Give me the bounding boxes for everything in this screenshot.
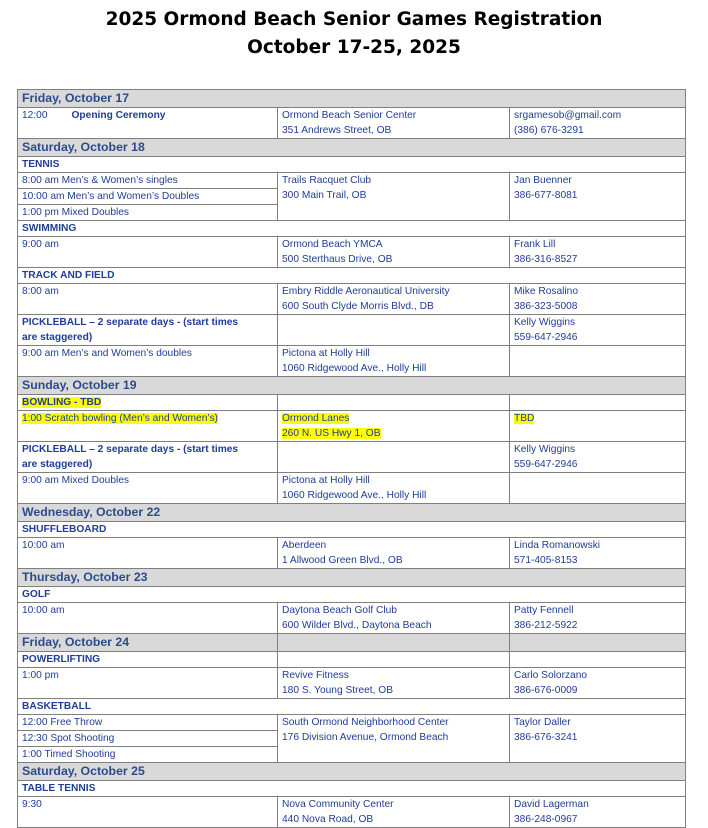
table-row	[18, 442, 686, 473]
venue-name: Aberdeen	[282, 540, 327, 551]
page-subtitle: October 17-25, 2025	[247, 37, 461, 58]
venue-address: 176 Division Avenue, Ormond Beach	[282, 732, 449, 743]
sport-label: POWERLIFTING	[18, 652, 278, 668]
contact-cell-empty	[510, 473, 686, 504]
sport-label	[18, 395, 278, 411]
venue-address: 260 N. US Hwy 1, OB	[282, 428, 381, 439]
event-cell: 1:00 pm Mixed Doubles	[18, 205, 278, 221]
table-row	[18, 699, 686, 715]
venue-address: 440 Nova Road, OB	[282, 814, 374, 825]
table-row	[18, 522, 686, 538]
event-cell: 10:00 am Men’s and Women’s Doubles	[18, 189, 278, 205]
venue-cell-empty	[278, 652, 510, 668]
contact-cell	[510, 173, 686, 221]
contact-name: Carlo Solorzano	[514, 670, 588, 681]
venue-address: 500 Sterthaus Drive, OB	[282, 254, 393, 265]
venue-cell	[278, 411, 510, 442]
contact-cell	[510, 442, 686, 473]
day-label: Saturday, October 18	[18, 139, 686, 157]
contact-cell	[510, 315, 686, 346]
sport-label-line2: are staggered)	[22, 459, 93, 470]
day-header-cell	[510, 634, 686, 652]
table-row	[18, 411, 686, 442]
table-row	[18, 668, 686, 699]
contact-cell	[510, 108, 686, 139]
venue-address: 600 South Clyde Morris Blvd., DB	[282, 301, 434, 312]
venue-cell	[278, 668, 510, 699]
day-header-wed22	[18, 504, 686, 522]
day-label: Saturday, October 25	[18, 763, 686, 781]
event-cell	[18, 108, 278, 139]
event-cell: 9:30	[18, 797, 278, 828]
contact-phone: 559-647-2946	[514, 332, 578, 343]
venue-name: Pictona at Holly Hill	[282, 348, 370, 359]
table-row	[18, 652, 686, 668]
day-header-fri24	[18, 634, 686, 652]
day-header-sat18	[18, 139, 686, 157]
venue-cell	[278, 346, 510, 377]
sport-label-highlight: BOWLING - TBD	[22, 397, 102, 408]
table-row	[18, 587, 686, 603]
table-row	[18, 157, 686, 173]
venue-name: South Ormond Neighborhood Center	[282, 717, 449, 728]
venue-name: Daytona Beach Golf Club	[282, 605, 397, 616]
sport-label-line1: PICKLEBALL – 2 separate days - (start times	[22, 444, 239, 455]
contact-name: Jan Buenner	[514, 175, 572, 186]
contact-phone: 386-676-3241	[514, 732, 578, 743]
contact-name: TBD	[514, 413, 535, 424]
event-cell: 9:00 am	[18, 237, 278, 268]
venue-name: Nova Community Center	[282, 799, 394, 810]
day-label: Thursday, October 23	[18, 569, 686, 587]
day-header-thu23	[18, 569, 686, 587]
table-row	[18, 315, 686, 346]
venue-address: 1 Allwood Green Blvd., OB	[282, 555, 403, 566]
venue-cell-empty	[278, 395, 510, 411]
venue-cell	[278, 237, 510, 268]
sport-label: SWIMMING	[18, 221, 686, 237]
venue-cell	[278, 797, 510, 828]
venue-cell	[278, 715, 510, 763]
contact-name: Kelly Wiggins	[514, 317, 576, 328]
contact-phone: 571-405-8153	[514, 555, 578, 566]
sport-label: TABLE TENNIS	[18, 781, 686, 797]
day-label: Friday, October 17	[18, 90, 686, 108]
venue-address: 351 Andrews Street, OB	[282, 125, 392, 136]
event-cell: 8:00 am Men’s & Women’s singles	[18, 173, 278, 189]
sport-label: TRACK AND FIELD	[18, 268, 686, 284]
table-row	[18, 797, 686, 828]
table-row	[18, 284, 686, 315]
venue-name: Ormond Beach Senior Center	[282, 110, 417, 121]
contact-name: Kelly Wiggins	[514, 444, 576, 455]
sport-label	[18, 315, 278, 346]
venue-cell	[278, 284, 510, 315]
sport-label: BASKETBALL	[18, 699, 686, 715]
venue-cell-empty	[278, 442, 510, 473]
event-name: Opening Ceremony	[71, 110, 166, 121]
contact-cell-empty	[510, 395, 686, 411]
event-time: 12:00	[22, 110, 48, 121]
contact-cell	[510, 715, 686, 763]
contact-phone: 559-647-2946	[514, 459, 578, 470]
contact-phone: 386-323-5008	[514, 301, 578, 312]
contact-cell	[510, 797, 686, 828]
venue-cell	[278, 108, 510, 139]
table-row	[18, 346, 686, 377]
day-header-cell	[278, 634, 510, 652]
contact-name: David Lagerman	[514, 799, 589, 810]
event-cell: 1:00 pm	[18, 668, 278, 699]
table-row	[18, 715, 686, 731]
venue-name: Pictona at Holly Hill	[282, 475, 370, 486]
event-cell: 12:30 Spot Shooting	[18, 731, 278, 747]
day-label: Wednesday, October 22	[18, 504, 686, 522]
sport-label-line2: are staggered)	[22, 332, 93, 343]
day-header-sun19	[18, 377, 686, 395]
event-cell: 9:00 am Men’s and Women’s doubles	[18, 346, 278, 377]
contact-cell	[510, 237, 686, 268]
venue-name: Ormond Lanes	[282, 413, 350, 424]
contact-phone: 386-248-0967	[514, 814, 578, 825]
table-row	[18, 781, 686, 797]
sport-label: GOLF	[18, 587, 686, 603]
table-row	[18, 268, 686, 284]
venue-cell	[278, 603, 510, 634]
event-cell: 12:00 Free Throw	[18, 715, 278, 731]
venue-name: Embry Riddle Aeronautical University	[282, 286, 450, 297]
venue-cell	[278, 473, 510, 504]
event-time-highlight: 1:00 Scratch bowling (Men’s and Women’s)	[22, 413, 218, 424]
contact-cell	[510, 411, 686, 442]
contact-cell	[510, 284, 686, 315]
contact-cell-empty	[510, 346, 686, 377]
venue-address: 600 Wilder Blvd., Daytona Beach	[282, 620, 432, 631]
day-header-fri17	[18, 90, 686, 108]
venue-address: 180 S. Young Street, OB	[282, 685, 394, 696]
sport-label: TENNIS	[18, 157, 686, 173]
sport-label-line1: PICKLEBALL – 2 separate days - (start times	[22, 317, 239, 328]
sport-label: SHUFFLEBOARD	[18, 522, 686, 538]
table-row	[18, 108, 686, 139]
contact-name: Mike Rosalino	[514, 286, 578, 297]
page-title: 2025 Ormond Beach Senior Games Registration	[105, 9, 603, 30]
schedule-table	[17, 89, 686, 828]
contact-phone: 386-316-8527	[514, 254, 578, 265]
venue-cell-empty	[278, 315, 510, 346]
event-cell: 1:00 Timed Shooting	[18, 747, 278, 763]
contact-cell	[510, 668, 686, 699]
day-header-sat25	[18, 763, 686, 781]
contact-cell	[510, 538, 686, 569]
venue-name: Ormond Beach YMCA	[282, 239, 383, 250]
sport-label	[18, 442, 278, 473]
table-row	[18, 395, 686, 411]
contact-email[interactable]: srgamesob@gmail.com	[514, 110, 622, 121]
contact-phone: 386-676-0009	[514, 685, 578, 696]
contact-name: Taylor Daller	[514, 717, 571, 728]
table-row	[18, 603, 686, 634]
event-cell: 9:00 am Mixed Doubles	[18, 473, 278, 504]
event-cell	[18, 411, 278, 442]
contact-phone: (386) 676-3291	[514, 125, 584, 136]
table-row	[18, 221, 686, 237]
contact-name: Frank Lill	[514, 239, 556, 250]
day-label: Friday, October 24	[18, 634, 278, 652]
contact-cell-empty	[510, 652, 686, 668]
event-cell: 10:00 am	[18, 538, 278, 569]
contact-cell	[510, 603, 686, 634]
venue-name: Revive Fitness	[282, 670, 349, 681]
venue-cell	[278, 173, 510, 221]
table-row	[18, 237, 686, 268]
contact-name: Patty Fennell	[514, 605, 574, 616]
table-row	[18, 473, 686, 504]
venue-address: 300 Main Trail, OB	[282, 190, 367, 201]
table-row	[18, 538, 686, 569]
contact-phone: 386-212-5922	[514, 620, 578, 631]
event-cell: 8:00 am	[18, 284, 278, 315]
venue-name: Trails Racquet Club	[282, 175, 372, 186]
table-row	[18, 173, 686, 189]
day-label: Sunday, October 19	[18, 377, 686, 395]
venue-address: 1060 Ridgewood Ave., Holly Hill	[282, 363, 427, 374]
venue-cell	[278, 538, 510, 569]
contact-name: Linda Romanowski	[514, 540, 601, 551]
event-cell: 10:00 am	[18, 603, 278, 634]
contact-phone: 386-677-8081	[514, 190, 578, 201]
venue-address: 1060 Ridgewood Ave., Holly Hill	[282, 490, 427, 501]
